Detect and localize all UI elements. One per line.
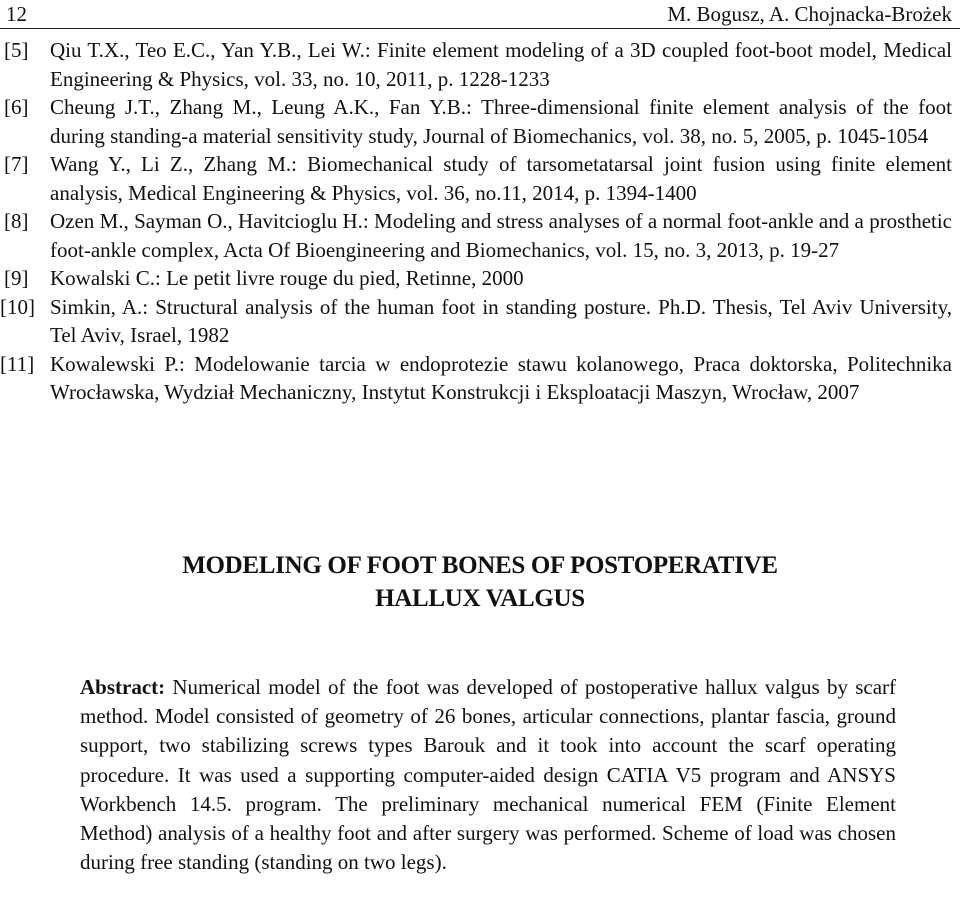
reference-number: [10] <box>0 294 35 319</box>
reference-text: Kowalewski P.: Modelowanie tarcia w endoprotezie stawu kolanowego, Praca doktorska, Politechnika Wrocławska, Wydział Mechaniczny, Instytut Konstrukcji i Eksploatacji Maszyn, Wrocław, 2007 <box>50 351 952 404</box>
page-number: 12 <box>6 2 27 26</box>
abstract <box>80 673 896 877</box>
reference-number: [6] <box>4 95 29 119</box>
title-line-1: MODELING OF FOOT BONES OF POSTOPERATIVE <box>182 552 778 579</box>
reference-item <box>0 264 960 293</box>
reference-item <box>0 207 960 264</box>
reference-text: Ozen M., Sayman O., Havitcioglu H.: Modeling and stress analyses of a normal foot-ankle and a prosthetic foot-ankle complex, Acta Of Bioengineering and Biomechanics, vol. 15, no. 3, 2013, p. 19-27 <box>50 209 952 262</box>
reference-item <box>0 93 960 150</box>
reference-item <box>0 36 960 93</box>
running-authors: M. Bogusz, A. Chojnacka-Brożek <box>667 2 952 26</box>
reference-number: [8] <box>4 209 29 233</box>
abstract-text: Numerical model of the foot was developed of postoperative hallux valgus by scarf method. Model consisted of geometry of 26 bones, articular connections, plantar fascia, ground support, two stabilizing screws types Barouk and it took into account the scarf operating procedure. It was used a supporting computer-aided design CATIA V5 program and ANSYS Workbench 14.5. program. The preliminary mechanical numerical FEM (Finite Element Method) analysis of a healthy foot and after surgery was performed. Scheme of load was chosen during free standing (standing on two legs). <box>80 675 897 875</box>
title-line-2: HALLUX VALGUS <box>375 585 585 612</box>
reference-item <box>0 350 960 407</box>
header-rule <box>0 28 960 29</box>
reference-number: [9] <box>4 266 29 290</box>
reference-text: Wang Y., Li Z., Zhang M.: Biomechanical study of tarsometatarsal joint fusion using finite element analysis, Medical Engineering & Physics, vol. 36, no.11, 2014, p. 1394-1400 <box>50 152 952 205</box>
reference-text: Qiu T.X., Teo E.C., Yan Y.B., Lei W.: Finite element modeling of a 3D coupled foot-boot model, Medical Engineering & Physics, vol. 33, no. 10, 2011, p. 1228-1233 <box>50 38 952 91</box>
reference-text: Kowalski C.: Le petit livre rouge du pied, Retinne, 2000 <box>50 266 524 290</box>
reference-number: [7] <box>4 152 29 176</box>
reference-item <box>0 293 960 350</box>
reference-item <box>0 150 960 207</box>
reference-number: [11] <box>0 351 35 376</box>
page-header <box>0 0 960 26</box>
reference-number: [5] <box>4 38 29 62</box>
reference-text: Simkin, A.: Structural analysis of the human foot in standing posture. Ph.D. Thesis, Tel Aviv University, Tel Aviv, Israel, 1982 <box>50 294 952 347</box>
abstract-label: Abstract: <box>80 675 166 699</box>
reference-text: Cheung J.T., Zhang M., Leung A.K., Fan Y.B.: Three-dimensional finite element analysis of the foot during standing-a material sensitivity study, Journal of Biomechanics, vol. 38, no. 5, 2005, p. 1045-1054 <box>50 95 952 148</box>
paper-title <box>0 549 960 615</box>
reference-list <box>0 36 960 407</box>
